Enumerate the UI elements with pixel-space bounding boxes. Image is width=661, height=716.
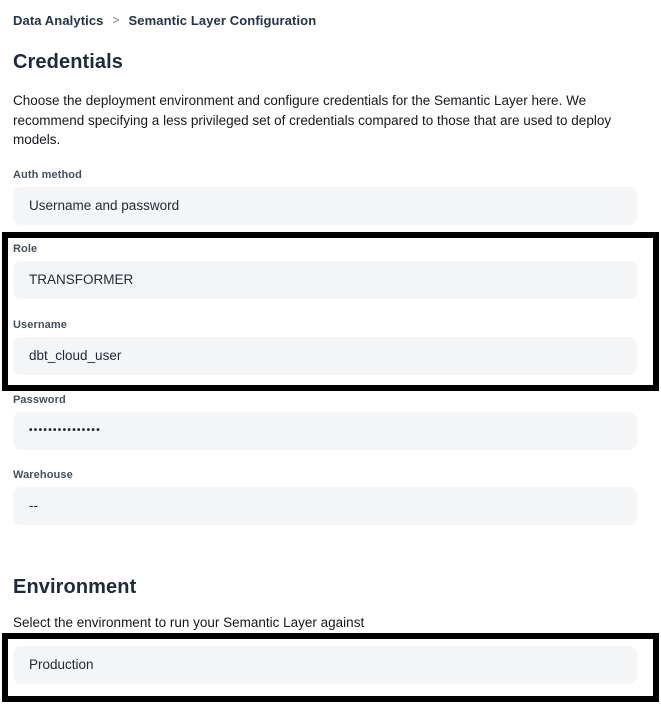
role-value: TRANSFORMER	[29, 272, 134, 287]
highlight-annotation-environment	[2, 633, 659, 702]
breadcrumb	[0, 0, 661, 28]
auth-method-field[interactable]	[13, 187, 637, 225]
password-label: Password	[13, 393, 66, 406]
chevron-right-icon: >	[112, 12, 120, 27]
environment-value: Production	[29, 657, 94, 672]
role-group	[13, 243, 637, 299]
breadcrumb-item-semantic-layer-configuration: Semantic Layer Configuration	[128, 13, 317, 28]
username-value: dbt_cloud_user	[29, 348, 122, 363]
username-field[interactable]	[13, 337, 637, 375]
password-value-masked: •••••••••••••••	[29, 425, 102, 436]
warehouse-group	[13, 469, 637, 525]
auth-method-value: Username and password	[29, 198, 180, 213]
password-field[interactable]	[13, 412, 637, 450]
role-field[interactable]	[13, 261, 637, 299]
environment-field[interactable]	[13, 646, 637, 684]
warehouse-label: Warehouse	[13, 468, 73, 481]
auth-method-group	[13, 169, 637, 225]
highlight-annotation-role-username	[2, 232, 659, 391]
credentials-section-title: Credentials	[13, 51, 124, 73]
role-label: Role	[13, 242, 38, 255]
environment-subtitle: Select the environment to run your Semantic Layer against	[13, 614, 365, 630]
warehouse-value: --	[29, 498, 38, 513]
username-label: Username	[13, 318, 67, 331]
environment-group	[13, 646, 637, 684]
credentials-description: Choose the deployment environment and configure credentials for the Semantic Layer here. We recommend specifying a less privileged set of credentials compared to those that are used to deploy models.	[13, 93, 612, 147]
password-group	[13, 394, 637, 450]
warehouse-field[interactable]	[13, 487, 637, 525]
username-group	[13, 319, 637, 375]
auth-method-label: Auth method	[13, 168, 82, 181]
environment-section-title: Environment	[13, 575, 137, 598]
breadcrumb-item-data-analytics[interactable]: Data Analytics	[13, 13, 104, 28]
